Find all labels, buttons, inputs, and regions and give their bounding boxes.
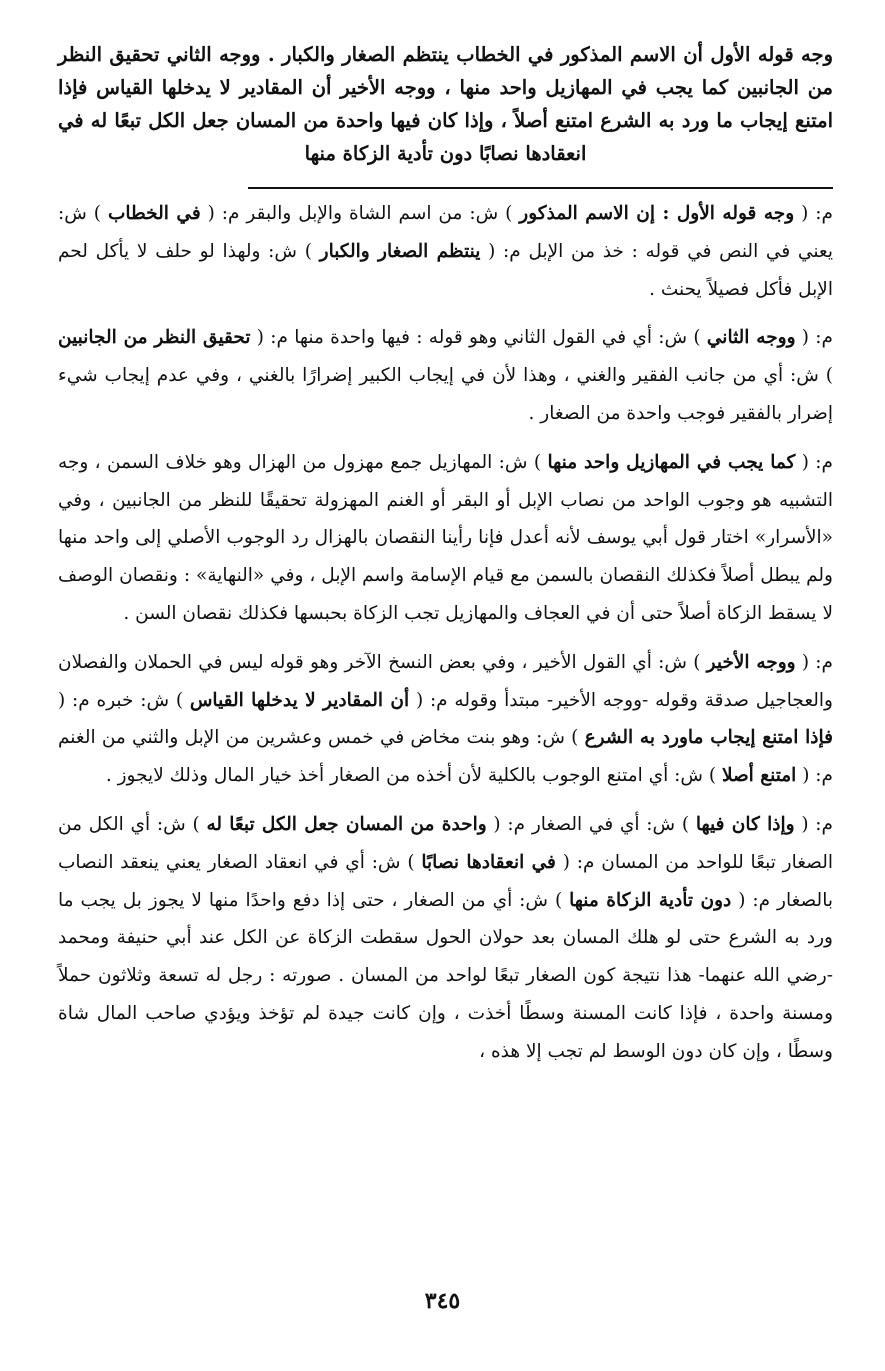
matn-quote: وجه قوله الأول : إن الاسم المذكور (519, 203, 795, 224)
sharh-text: ) ش: أي امتنع الوجوب بالكلية لأن أخذه من الصغار أخذ خيار المال وذلك لايجوز . (105, 765, 722, 787)
sharh-text: ) ش: وهو بنت مخاض في خمس وعشرين من الإبل والثني من الغنم م: ( (58, 727, 833, 787)
sharh-text: ) ش: أي الكل من الصغار تبعًا للواحد من المسان م: ( (58, 813, 833, 873)
commentary-paragraph (58, 444, 833, 633)
sharh-text: ) ش: المهازيل جمع مهزول من الهزال وهو خلاف السمن ، وجه التشبيه هو وجوب الواحد من نصاب الإبل أو البقر أو الغنم المهزولة تحقيقًا للنظر من الجانبين ، وفي «الأسرار» اختار قول أبي يوسف لأنه أعدل فإنا رأينا النقصان بالهزال رد الوجوب الأصلي إلى واحد منها ولم يبطل أصلاً فكذلك النقصان بالسمن مع قيام الإسامة واسم الإبل ، وفي «النهاية» : ونقصان الوصف لا يسقط الزكاة أصلاً حتى أن في العجاف والمهازيل تجب الزكاة بحبسها فكذلك نقصان السن . (58, 451, 833, 624)
page-body (58, 38, 833, 1082)
commentary-paragraph (58, 644, 833, 795)
commentary-section (58, 195, 833, 1071)
matn-quote: في انعقادها نصابًا (421, 851, 556, 873)
sharh-text: م: ( (794, 813, 833, 835)
commentary-paragraph (58, 806, 833, 1071)
sharh-text: م: ( (795, 451, 833, 473)
sharh-text: ) ش: ولهذا لو حلف لا يأكل لحم الإبل فأكل فصيلاً يحنث . (58, 240, 833, 300)
matn-quote: وإذا كان فيها (695, 813, 795, 835)
commentary-paragraph (58, 319, 833, 432)
matn-quote: ووجه الثاني (706, 327, 796, 349)
sharh-text: ) ش: من اسم الشاة والإبل والبقر م: ( (200, 203, 520, 224)
sharh-text: ) ش: أي في انعقاد الصغار يعني ينعقد النصاب بالصغار م: ( (58, 851, 833, 911)
sharh-text: م: ( (794, 203, 833, 224)
matn-quote: في الخطاب (107, 203, 201, 224)
matn-text: وجه قوله الأول أن الاسم المذكور في الخطاب ينتظم الصغار والكبار . ووجه الثاني تحقيق النظر من الجانبين كما يجب في المهازيل واحد منها ، ووجه الأخير أن المقادير لا يدخلها القياس فإذا امتنع إيجاب ما ورد به الشرع امتنع أصلاً ، وإذا كان فيها واحدة من المسان جعل الكل تبعًا له في انعقادها نصابًا دون تأدية الزكاة منها (58, 43, 833, 165)
matn-quote: امتنع أصلا (721, 765, 797, 787)
sharh-text: ) ش: أي من جانب الفقير والغني ، وهذا لأن في إيجاب الكبير إضرارًا بالغني ، وفي عدم إيجاب شيء إضرار بالفقير فوجب واحدة من الصغار . (58, 365, 833, 424)
separator-rule (248, 187, 833, 189)
matn-quote: كما يجب في المهازيل واحد منها (547, 451, 796, 473)
sharh-text: ) ش: أي القول الأخير ، وفي بعض النسخ الآخر وهو قوله ليس في الحملان والفصلان والعجاجيل صدقة وقوله -ووجه الأخير- مبتدأ وقوله م: ( (58, 651, 833, 711)
sharh-text: ) ش: أي من الصغار ، حتى إذا دفع واحدًا منها لا يجوز بل يجب ما ورد به الشرع حتى لو هلك المسان بعد حولان الحول سقطت الزكاة عن الكل عند أبي حنيفة ومحمد -رضي الله عنهما- هذا نتيجة كون الصغار تبعًا لواحد من المسان . صورته : رجل له تسعة وثلاثون حملاً ومسنة واحدة ، فإذا كانت المسنة وسطًا أخذت ، وإن كانت جيدة لم تؤخذ ويؤدي صاحب المال شاة وسطًا ، وإن كان دون الوسط لم تجب إلا هذه ، (58, 889, 833, 1062)
sharh-text: ) ش: خبره م: ( (58, 689, 190, 711)
matn-quote: واحدة من المسان جعل الكل تبعًا له (206, 813, 487, 835)
matn-quote: فإذا امتنع إيجاب ماورد به الشرع (584, 727, 833, 749)
sharh-text: م: ( (795, 651, 833, 673)
commentary-paragraph (58, 195, 833, 308)
sharh-text: م: ( (795, 327, 833, 349)
matn-quote: ينتظم الصغار والكبار (319, 240, 481, 262)
matn-quote: ووجه الأخير (706, 651, 796, 673)
matn-quote: دون تأدية الزكاة منها (569, 889, 732, 911)
matn-quote: تحقيق النظر من الجانبين (58, 327, 251, 349)
sharh-text: ) ش: أي في القول الثاني وهو قوله : فيها واحدة منها م: ( (250, 327, 707, 349)
sharh-text: ) ش: أي في الصغار م: ( (486, 813, 696, 835)
page-number: ٣٤٥ (424, 1288, 461, 1314)
sharh-text: ) ش: يعني في النص في قوله : خذ من الإبل م: ( (58, 203, 833, 262)
matn-quote: أن المقادير لا يدخلها القياس (189, 689, 410, 711)
